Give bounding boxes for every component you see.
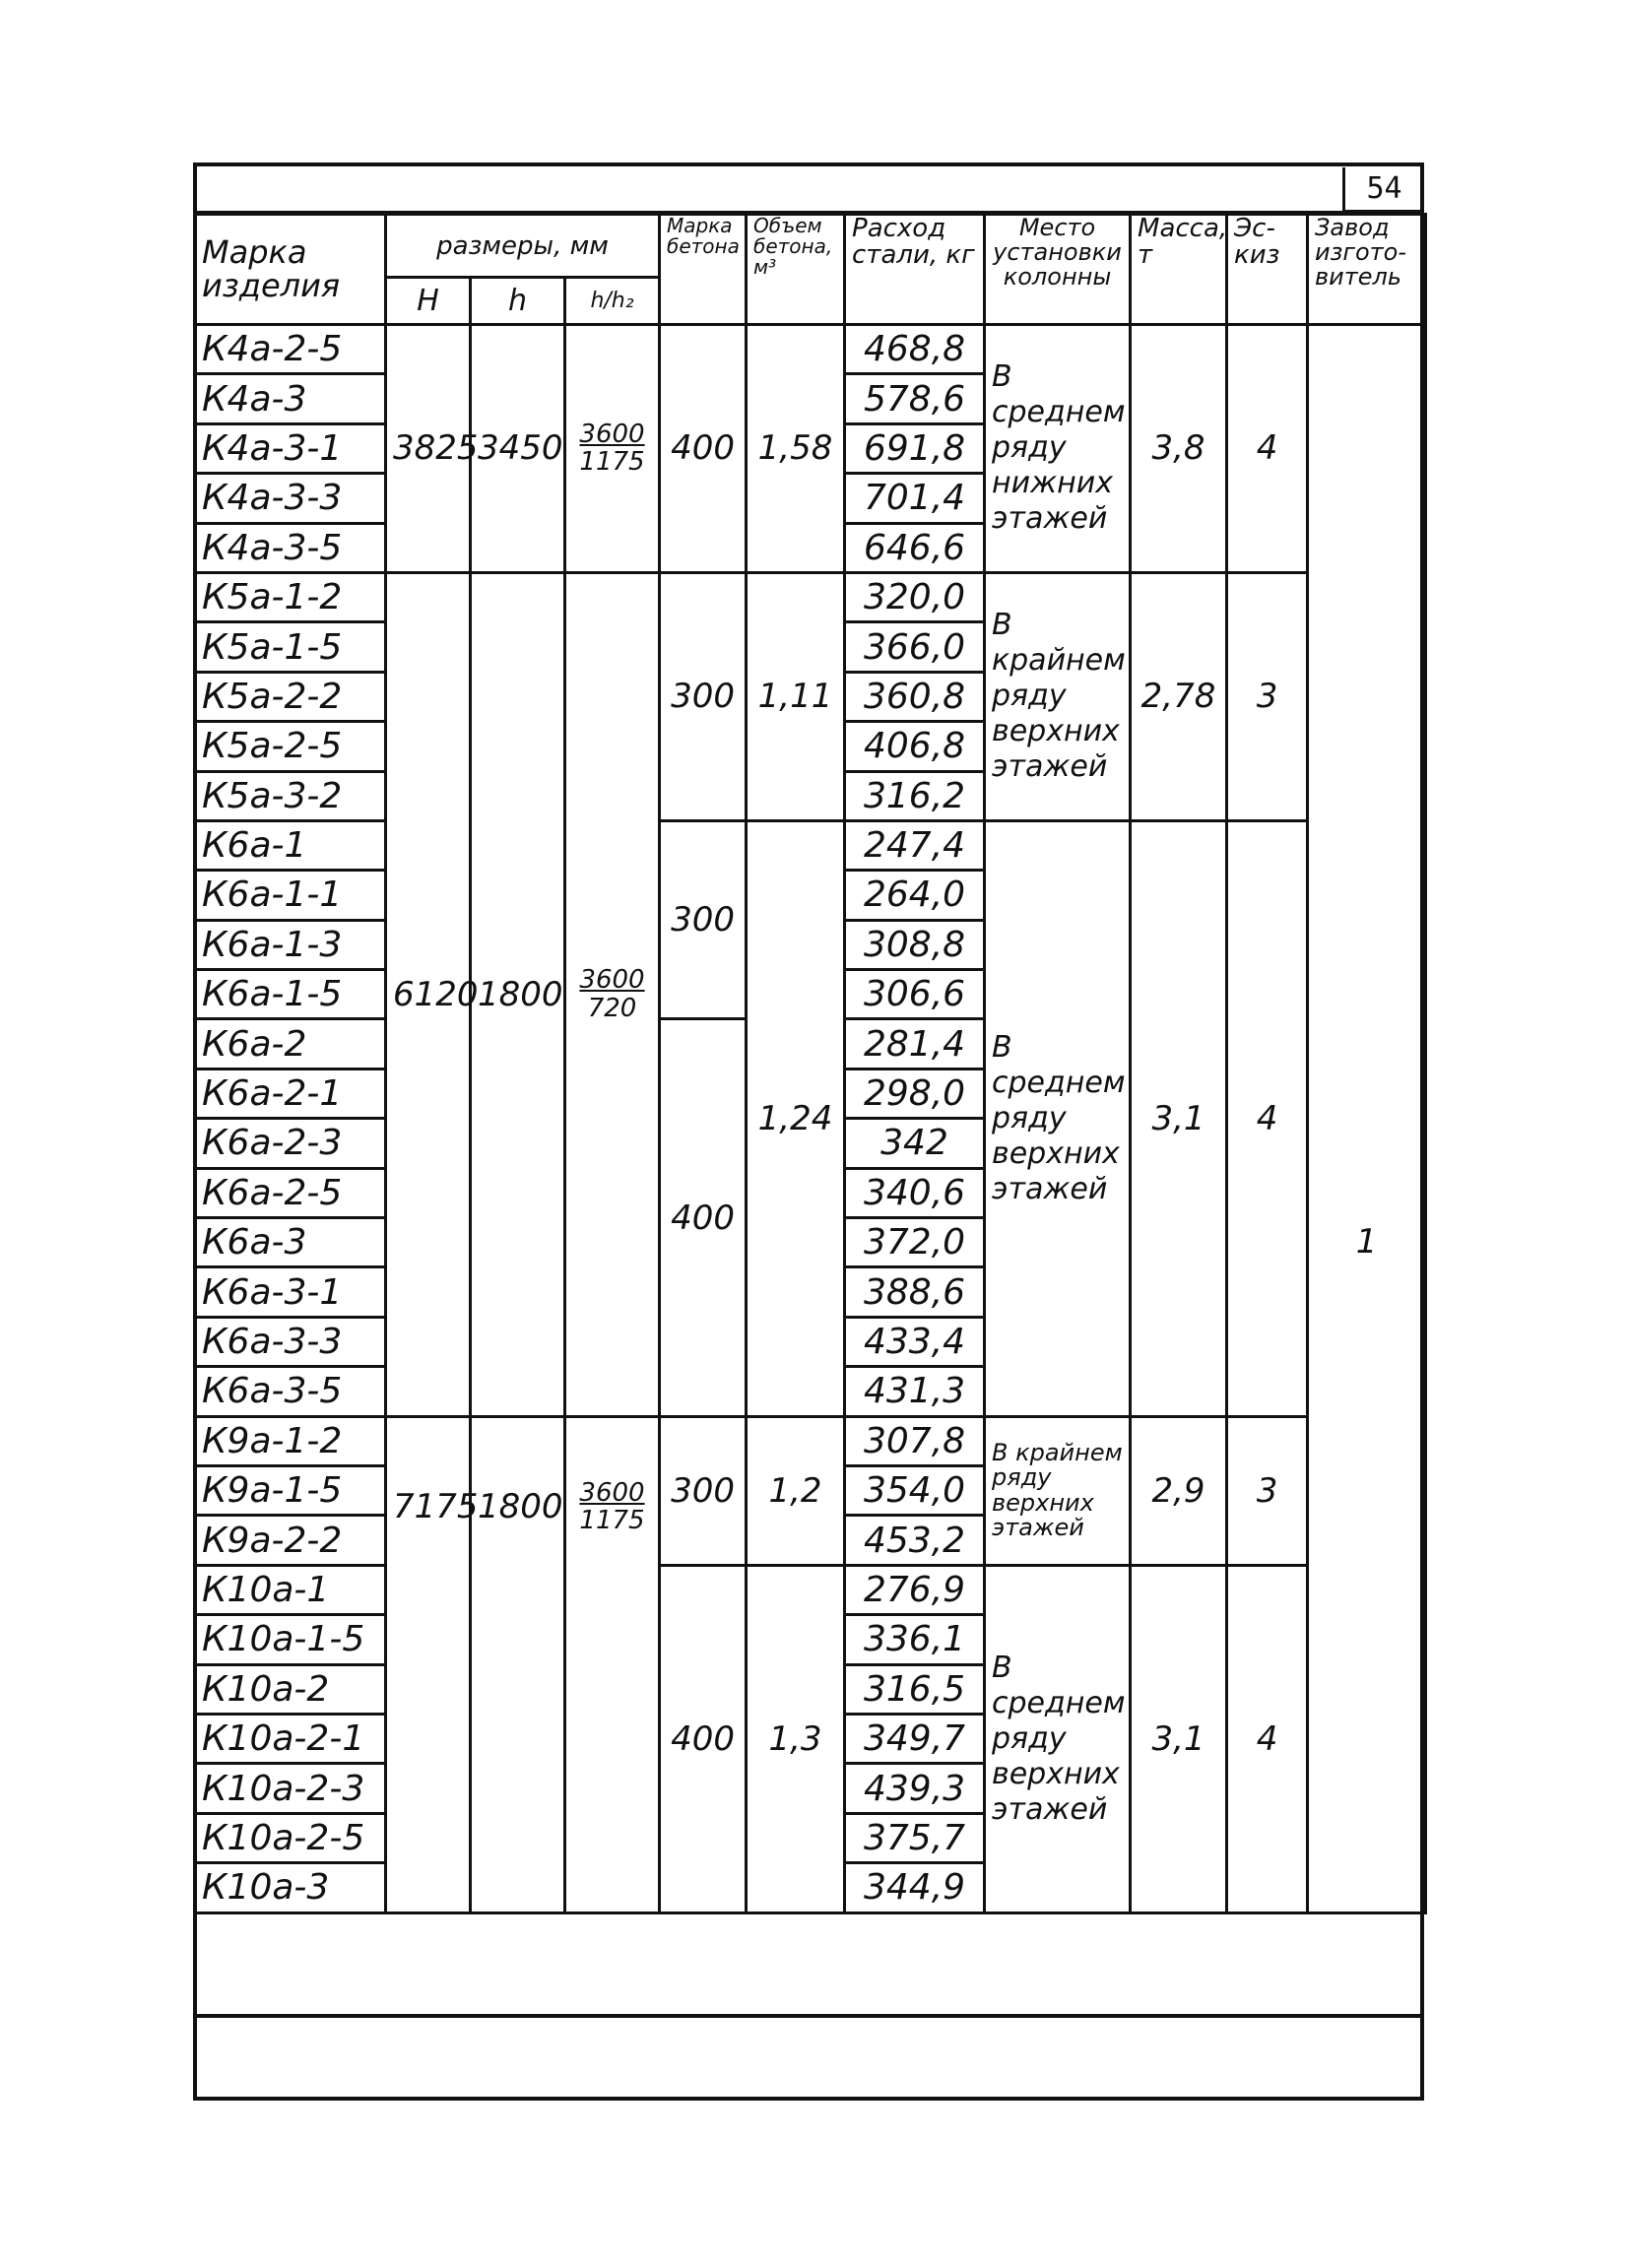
table-row (195, 820, 1426, 870)
mark-cell: К10а-2 (195, 1664, 386, 1714)
mark-cell: К4а-3 (195, 374, 386, 423)
sketch-cell: 3 (1227, 1416, 1308, 1565)
mark-cell: К6а-1-3 (195, 920, 386, 969)
volume-cell: 1,11 (747, 572, 845, 820)
ratio-cell: 3600 1175 (565, 1416, 660, 1912)
mark-cell: К5а-2-2 (195, 672, 386, 721)
header-h: h (471, 278, 565, 325)
steel-cell: 372,0 (845, 1218, 985, 1267)
mark-cell: К5а-3-2 (195, 771, 386, 820)
steel-cell: 336,1 (845, 1615, 985, 1664)
grade-cell: 300 (660, 820, 747, 1019)
mark-cell: К10а-2-3 (195, 1764, 386, 1813)
h-cell: 1800 (471, 1416, 565, 1912)
steel-cell: 342 (845, 1119, 985, 1168)
place-cell: В среднем ряду верхних этажей (985, 1565, 1131, 1912)
mark-cell: К10а-1 (195, 1565, 386, 1614)
steel-cell: 578,6 (845, 374, 985, 423)
ratio-cell: 3600 720 (565, 572, 660, 1416)
mark-cell: К9а-1-5 (195, 1465, 386, 1515)
place-cell: В крайнем ряду верхних этажей (985, 1416, 1131, 1565)
steel-cell: 691,8 (845, 423, 985, 473)
mass-cell: 3,1 (1131, 1565, 1227, 1912)
mark-cell: К6а-1-5 (195, 970, 386, 1019)
mark-cell: К6а-3-5 (195, 1367, 386, 1416)
mark-cell: К6а-3-3 (195, 1317, 386, 1366)
steel-cell: 298,0 (845, 1069, 985, 1118)
steel-cell: 406,8 (845, 722, 985, 771)
page-number: 54 (1342, 167, 1423, 213)
sketch-cell: 3 (1227, 572, 1308, 820)
place-cell: В среднем ряду верхних этажей (985, 820, 1131, 1416)
header-H: Н (386, 278, 471, 325)
place-cell: В среднем ряду нижних этажей (985, 325, 1131, 573)
grade-cell: 300 (660, 572, 747, 820)
mark-cell: К10а-1-5 (195, 1615, 386, 1664)
mark-cell: К6а-3 (195, 1218, 386, 1267)
mass-cell: 2,78 (1131, 572, 1227, 820)
volume-cell: 1,24 (747, 820, 845, 1416)
mark-cell: К10а-3 (195, 1863, 386, 1912)
header-concrete-grade: Марка бетона (660, 215, 747, 325)
steel-cell: 453,2 (845, 1516, 985, 1565)
header-place: Место установки колонны (985, 215, 1131, 325)
mark-cell: К6а-1 (195, 820, 386, 870)
mark-cell: К5а-1-5 (195, 622, 386, 672)
mark-cell: К6а-2 (195, 1019, 386, 1069)
H-cell: 3825 (386, 325, 471, 573)
sketch-cell: 4 (1227, 820, 1308, 1416)
mark-cell: К9а-1-2 (195, 1416, 386, 1465)
header-ratio: h/h₂ (565, 278, 660, 325)
header-dimensions: размеры, мм (386, 215, 660, 278)
bottom-empty-section (193, 2014, 1424, 2101)
steel-cell: 344,9 (845, 1863, 985, 1912)
mark-cell: К4а-3-3 (195, 474, 386, 523)
mark-cell: К6а-3-1 (195, 1267, 386, 1317)
factory-top-cell (1308, 325, 1426, 573)
sketch-cell: 4 (1227, 325, 1308, 573)
h-cell: 1800 (471, 572, 565, 1416)
header-mark: Марка изделия (195, 215, 386, 325)
header-sketch: Эс-киз (1227, 215, 1308, 325)
volume-cell: 1,3 (747, 1565, 845, 1912)
grade-cell: 400 (660, 1019, 747, 1416)
steel-cell: 247,4 (845, 820, 985, 870)
mass-cell: 2,9 (1131, 1416, 1227, 1565)
steel-cell: 375,7 (845, 1813, 985, 1862)
steel-cell: 701,4 (845, 474, 985, 523)
H-cell: 7175 (386, 1416, 471, 1912)
mark-cell: К10а-2-5 (195, 1813, 386, 1862)
h-cell: 3450 (471, 325, 565, 573)
table-row (195, 325, 1426, 374)
grade-cell: 400 (660, 1565, 747, 1912)
steel-cell: 306,6 (845, 970, 985, 1019)
H-cell: 6120 (386, 572, 471, 1416)
table-row (195, 1565, 1426, 1614)
header-concrete-volume: Объем бетона, м³ (747, 215, 845, 325)
mark-cell: К4а-3-1 (195, 423, 386, 473)
steel-cell: 276,9 (845, 1565, 985, 1614)
factory-cell: 1 (1308, 572, 1426, 1912)
steel-cell: 433,4 (845, 1317, 985, 1366)
mark-cell: К10а-2-1 (195, 1714, 386, 1763)
steel-cell: 307,8 (845, 1416, 985, 1465)
volume-cell: 1,2 (747, 1416, 845, 1565)
steel-cell: 360,8 (845, 672, 985, 721)
table-row (195, 1416, 1426, 1465)
grade-cell: 300 (660, 1416, 747, 1565)
steel-cell: 281,4 (845, 1019, 985, 1069)
steel-cell: 468,8 (845, 325, 985, 374)
steel-cell: 349,7 (845, 1714, 985, 1763)
steel-cell: 431,3 (845, 1367, 985, 1416)
mark-cell: К6а-2-5 (195, 1168, 386, 1217)
place-cell: В крайнем ряду верхних этажей (985, 572, 1131, 820)
steel-cell: 646,6 (845, 523, 985, 572)
mark-cell: К5а-1-2 (195, 572, 386, 621)
header-mass: Масса, т (1131, 215, 1227, 325)
steel-cell: 388,6 (845, 1267, 985, 1317)
ratio-cell: 3600 1175 (565, 325, 660, 573)
steel-cell: 439,3 (845, 1764, 985, 1813)
header-factory: Завод изгото-витель (1308, 215, 1426, 325)
steel-cell: 316,2 (845, 771, 985, 820)
columns-spec-table (193, 213, 1427, 1914)
steel-cell: 320,0 (845, 572, 985, 621)
mass-cell: 3,1 (1131, 820, 1227, 1416)
mass-cell: 3,8 (1131, 325, 1227, 573)
header-row-1 (195, 215, 1426, 278)
mark-cell: К9а-2-2 (195, 1516, 386, 1565)
steel-cell: 354,0 (845, 1465, 985, 1515)
mark-cell: К6а-2-1 (195, 1069, 386, 1118)
table-row (195, 572, 1426, 621)
mark-cell: К5а-2-5 (195, 722, 386, 771)
header-steel: Расход стали, кг (845, 215, 985, 325)
steel-cell: 316,5 (845, 1664, 985, 1714)
mark-cell: К6а-1-1 (195, 871, 386, 920)
grade-cell: 400 (660, 325, 747, 573)
sketch-cell: 4 (1227, 1565, 1308, 1912)
steel-cell: 264,0 (845, 871, 985, 920)
mark-cell: К4а-2-5 (195, 325, 386, 374)
steel-cell: 340,6 (845, 1168, 985, 1217)
mark-cell: К6а-2-3 (195, 1119, 386, 1168)
steel-cell: 308,8 (845, 920, 985, 969)
mark-cell: К4а-3-5 (195, 523, 386, 572)
volume-cell: 1,58 (747, 325, 845, 573)
steel-cell: 366,0 (845, 622, 985, 672)
